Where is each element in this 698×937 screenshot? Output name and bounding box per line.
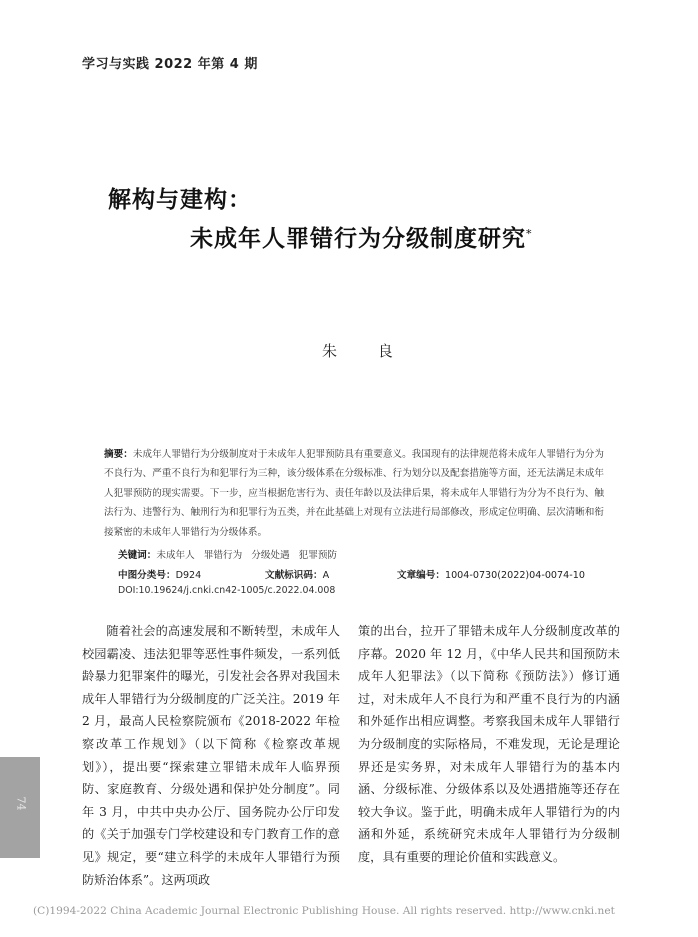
doi: DOI:10.19624/j.cnki.cn42-1005/c.2022.04.008 bbox=[118, 585, 336, 596]
keywords-text: 未成年人 罪错行为 分级处遇 犯罪预防 bbox=[156, 550, 338, 561]
abstract bbox=[104, 445, 604, 542]
clc-value: D924 bbox=[175, 570, 202, 581]
title-line-1: 解构与建构： bbox=[108, 186, 252, 213]
article-label: 文章编号： bbox=[397, 570, 445, 581]
keywords-label: 关键词： bbox=[118, 550, 157, 561]
journal-header: 学习与实践 2022 年第 4 期 bbox=[82, 57, 258, 72]
article-number bbox=[397, 567, 585, 581]
title-footnote-mark: * bbox=[526, 227, 533, 241]
keywords bbox=[118, 547, 337, 561]
page-number: 74 bbox=[14, 796, 28, 811]
doc-label: 文献标识码： bbox=[265, 570, 323, 581]
page-number-tab bbox=[0, 757, 40, 858]
title-line-2-text: 未成年人罪错行为分级制度研究 bbox=[190, 225, 526, 252]
doc-value: A bbox=[322, 570, 330, 581]
body-column-left bbox=[82, 620, 340, 891]
clc-number bbox=[118, 567, 201, 581]
copyright-footer: (C)1994-2022 China Academic Journal Electronic Publishing House. All rights reserved. http://www.cnki.net bbox=[33, 905, 615, 917]
clc-label: 中图分类号： bbox=[118, 570, 176, 581]
body-column-right bbox=[358, 620, 620, 869]
author-name: 朱 良 bbox=[322, 342, 411, 360]
body-paragraph: 策的出台，拉开了罪错未成年人分级制度改革的序幕。2020 年 12 月，《中华人民共和国预防未成年人犯罪法》（以下简称《预防法》）修订通过，对未成年人不良行为和严重不良行为的内涵和外延作出相应调整。考察我国未成年人罪错行为分级制度的实际格局，不难发现，无论是理论界还是实务界，对未成年人罪错行为的基本内涵、分级标准、分级体系以及处遇措施等还存在较大争议。鉴于此，明确未成年人罪错行为的内涵和外延，系统研究未成年人罪错行为分级制度，具有重要的理论价值和实践意义。 bbox=[358, 624, 620, 864]
abstract-text: 未成年人罪错行为分级制度对于未成年人犯罪预防具有重要意义。我国现有的法律规范将未成年人罪错行为分为不良行为、严重不良行为和犯罪行为三种，该分级体系在分级标准、行为划分以及配套措施等方面，还无法满足未成年人犯罪预防的现实需要。下一步，应当根据危害行为、责任年龄以及法律后果，将未成年人罪错行为分为不良行为、触法行为、违警行为、触刑行为和犯罪行为五类，并在此基础上对现有立法进行局部修改，形成定位明确、层次清晰和衔接紧密的未成年人罪错行为分级体系。 bbox=[104, 449, 605, 538]
body-paragraph: 随着社会的高速发展和不断转型，未成年人校园霸凌、违法犯罪等恶性事件频发，一系列低龄暴力犯罪案件的曝光，引发社会各界对我国未成年人罪错行为分级制度的广泛关注。2019 年 2 月，最高人民检察院颁布《2018-2022 年检察改革工作规划》（以下简称《检察改革规划》），提出要“探索建立罪错未成年人临界预防、家庭教育、分级处遇和保护处分制度”。同年 3 月，中共中央办公厅、国务院办公厅印发的《关于加强专门学校建设和专门教育工作的意见》规定，要“建立科学的未成年人罪错行为预防矫治体系”。这两项政 bbox=[82, 624, 340, 887]
abstract-label: 摘要： bbox=[104, 449, 133, 460]
article-value: 1004-0730(2022)04-0074-10 bbox=[444, 570, 585, 581]
title-line-2 bbox=[190, 220, 533, 253]
document-code bbox=[265, 567, 329, 581]
